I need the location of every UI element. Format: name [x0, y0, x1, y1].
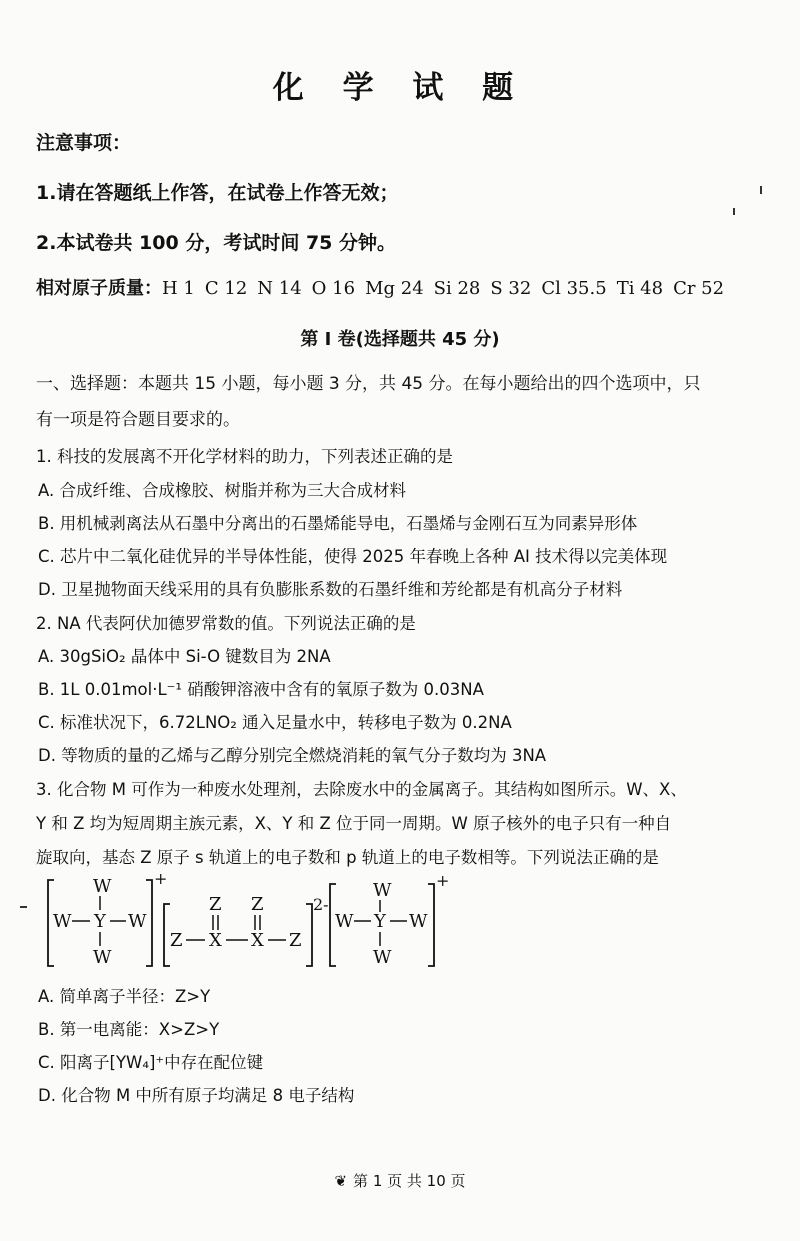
- mass-item: Ti 48: [616, 278, 664, 299]
- atom-w: W: [93, 947, 112, 968]
- atom-y: Y: [94, 911, 106, 932]
- atom-z: Z: [251, 894, 264, 915]
- atom-w: W: [93, 876, 112, 897]
- charge-two-minus: 2-: [313, 895, 329, 914]
- q2-option-d: D. 等物质的量的乙烯与乙醇分别完全燃烧消耗的氧气分子数均为 3NA: [38, 746, 547, 765]
- cation-left: [48, 870, 167, 968]
- scan-speck: [20, 906, 27, 908]
- mass-item: Mg 24: [365, 278, 424, 299]
- q3-stem-line1: 3. 化合物 M 可作为一种废水处理剂，去除废水中的金属离子。其结构如图所示。W、X、: [36, 780, 687, 799]
- q3-option-d: D. 化合物 M 中所有原子均满足 8 电子结构: [38, 1086, 355, 1105]
- q3-stem-line2: Y 和 Z 均为短周期主族元素，X、Y 和 Z 位于同一周期。W 原子核外的电子只有一种自: [36, 814, 672, 833]
- charge-plus: +: [436, 871, 450, 890]
- atomic-masses: [36, 274, 724, 300]
- q1-option-a: A. 合成纤维、合成橡胶、树脂并称为三大合成材料: [38, 481, 406, 500]
- atomic-masses-label: 相对原子质量：: [36, 278, 162, 299]
- charge-plus: +: [154, 870, 168, 888]
- q2-option-a: A. 30gSiO₂ 晶体中 Si-O 键数目为 2NA: [38, 647, 331, 666]
- mass-item: N 14: [257, 278, 302, 299]
- atom-w: W: [373, 947, 392, 968]
- q2-option-c: C. 标准状况下，6.72LNO₂ 通入足量水中，转移电子数为 0.2NA: [38, 713, 512, 732]
- mass-item: O 16: [311, 278, 356, 299]
- q1-stem: 1. 科技的发展离不开化学材料的助力，下列表述正确的是: [36, 447, 453, 466]
- mass-item: Cl 35.5: [541, 278, 607, 299]
- q1-option-d: D. 卫星抛物面天线采用的具有负膨胀系数的石墨纤维和芳纶都是有机高分子材料: [38, 580, 623, 599]
- notice-heading: 注意事项：: [36, 132, 132, 154]
- page-number: 第 1 页 共 10 页: [353, 1172, 466, 1190]
- q2-stem: 2. NA 代表阿伏加德罗常数的值。下列说法正确的是: [36, 614, 416, 633]
- atom-w: W: [373, 880, 392, 901]
- q1-option-b: B. 用机械剥离法从石墨中分离出的石墨烯能导电，石墨烯与金刚石互为同素异形体: [38, 514, 638, 533]
- atom-x: X: [251, 930, 264, 951]
- notice-item-2: 2.本试卷共 100 分，考试时间 75 分钟。: [36, 232, 396, 254]
- mass-item: C 12: [204, 278, 248, 299]
- atom-w: W: [53, 911, 72, 932]
- atom-x: X: [209, 930, 222, 951]
- notice-item-1: 1.请在答题纸上作答，在试卷上作答无效；: [36, 182, 399, 204]
- mass-item: S 32: [490, 278, 532, 299]
- q2-option-b: B. 1L 0.01mol·L⁻¹ 硝酸钾溶液中含有的氧原子数为 0.03NA: [38, 680, 484, 699]
- scan-speck: [760, 186, 762, 194]
- mass-item: Si 28: [433, 278, 481, 299]
- q3-stem-line3: 旋取向，基态 Z 原子 s 轨道上的电子数和 p 轨道上的电子数相等。下列说法正确的是: [36, 848, 659, 867]
- mass-item: H 1: [162, 278, 195, 299]
- section-title: 第 I 卷(选择题共 45 分): [300, 329, 500, 350]
- atom-w: W: [409, 911, 428, 932]
- page-footer: [0, 1170, 800, 1191]
- anion-middle: [164, 894, 329, 966]
- page-title: 化 学 试 题: [272, 70, 528, 106]
- q3-option-c: C. 阳离子[YW₄]⁺中存在配位键: [38, 1053, 264, 1072]
- atom-z: Z: [289, 930, 302, 951]
- atom-y: Y: [374, 911, 386, 932]
- part1-instructions-line2: 有一项是符合题目要求的。: [36, 410, 240, 430]
- atom-w: W: [335, 911, 354, 932]
- q3-option-b: B. 第一电离能：X>Z>Y: [38, 1020, 220, 1039]
- atom-w: W: [128, 911, 147, 932]
- part1-instructions-line1: 一、选择题：本题共 15 小题，每小题 3 分，共 45 分。在每小题给出的四个选项中，只: [36, 374, 701, 394]
- mass-item: Cr 52: [673, 278, 725, 299]
- q3-option-a: A. 简单离子半径：Z>Y: [38, 987, 211, 1006]
- scan-speck: [733, 208, 735, 215]
- compound-m-structure: [40, 870, 500, 975]
- atom-z: Z: [170, 930, 183, 951]
- cation-right: [330, 871, 449, 968]
- q1-option-c: C. 芯片中二氧化硅优异的半导体性能，使得 2025 年春晚上各种 AI 技术得以完美体现: [38, 547, 668, 566]
- atom-z: Z: [209, 894, 222, 915]
- footer-ornament-icon: ❦: [334, 1172, 348, 1190]
